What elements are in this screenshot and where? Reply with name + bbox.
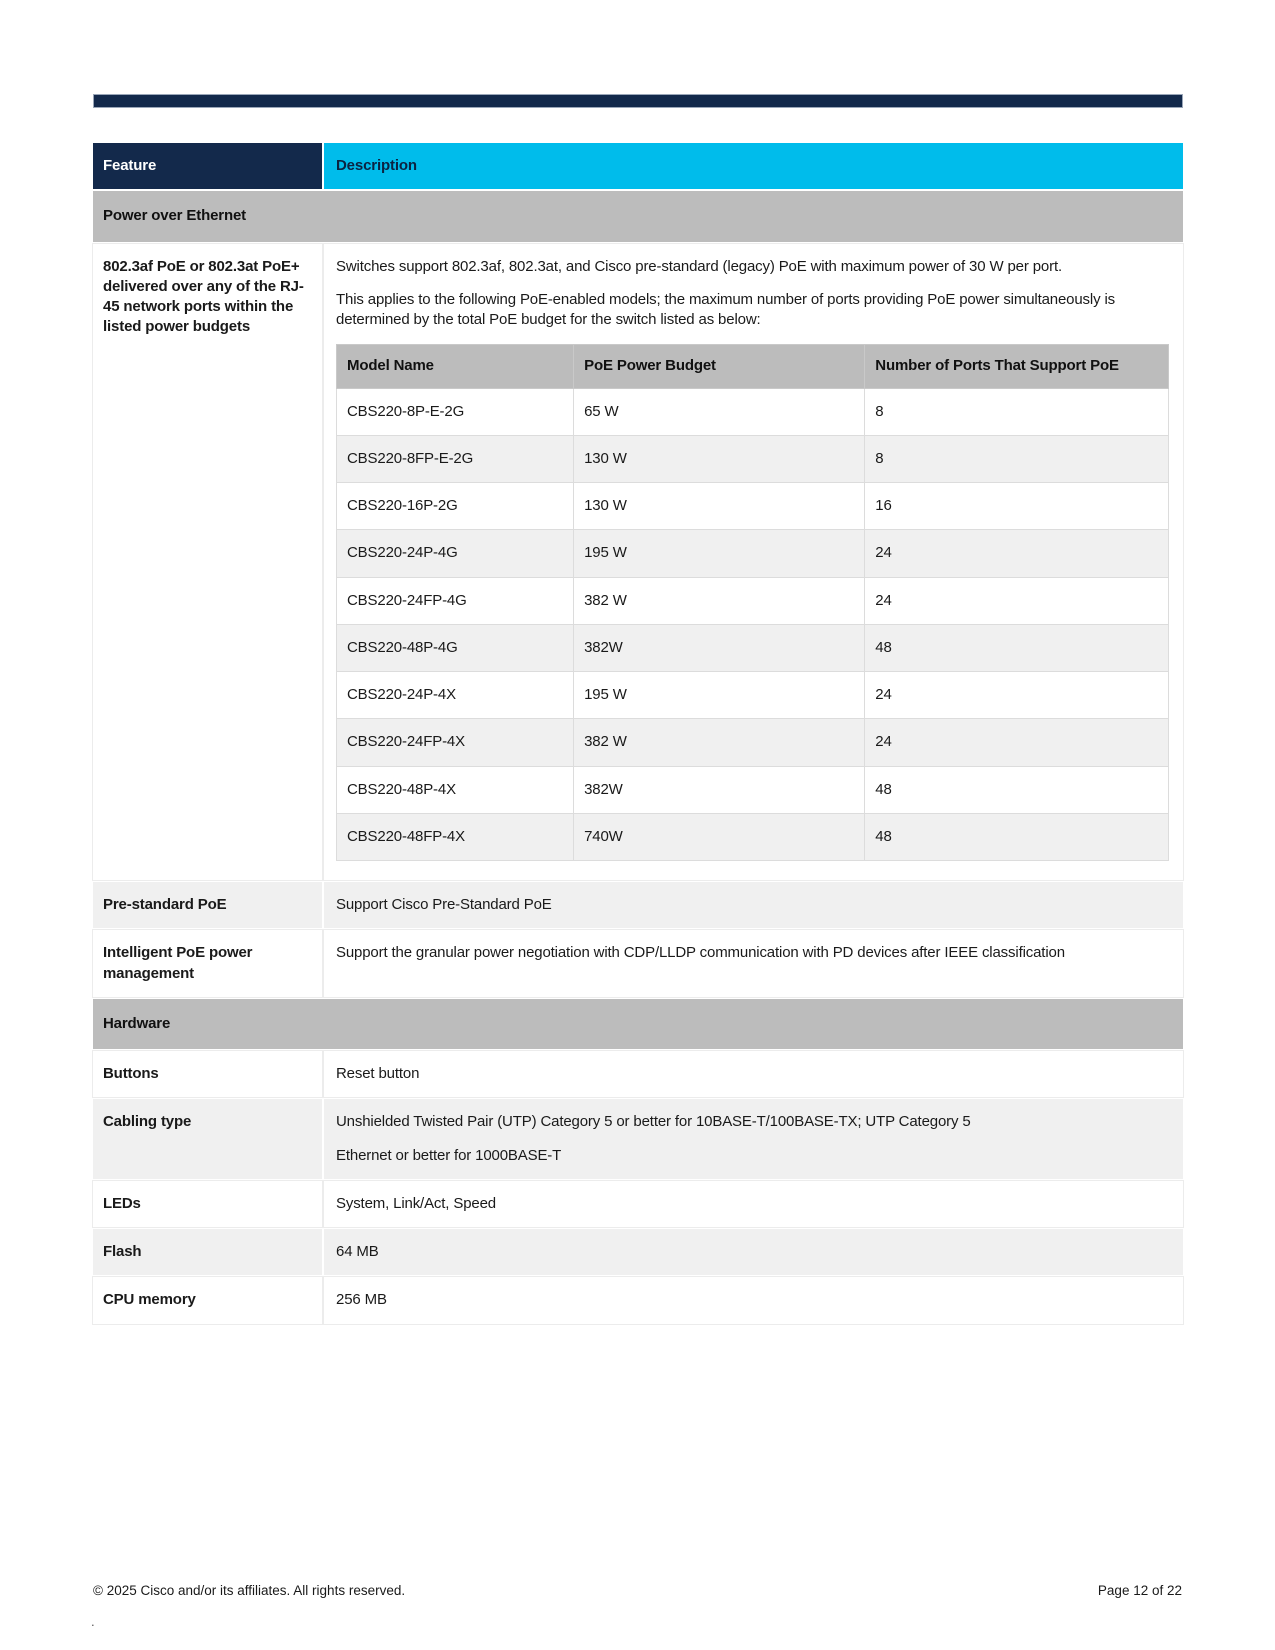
budget-cell: 382 W xyxy=(574,719,865,766)
ports-cell: 24 xyxy=(865,672,1169,719)
cabling-paragraph-1: Unshielded Twisted Pair (UTP) Category 5 or better for 10BASE-T/100BASE-TX; UTP Category 5 xyxy=(336,1113,971,1131)
table-row xyxy=(337,719,1169,766)
budget-cell: 195 W xyxy=(574,672,865,719)
budget-cell: 65 W xyxy=(574,388,865,435)
description-cell-cabling-type xyxy=(324,1099,1183,1179)
table-row xyxy=(337,813,1169,860)
model-name-cell: CBS220-24FP-4X xyxy=(337,719,574,766)
table-row xyxy=(337,435,1169,482)
poe-table-header-model: Model Name xyxy=(337,345,574,388)
ports-cell: 24 xyxy=(865,719,1169,766)
poe-table-header-ports: Number of Ports That Support PoE xyxy=(865,345,1169,388)
budget-cell: 740W xyxy=(574,813,865,860)
feature-cell-flash: Flash xyxy=(93,1229,322,1275)
feature-cell-cabling-type: Cabling type xyxy=(93,1099,322,1179)
ports-cell: 48 xyxy=(865,813,1169,860)
model-name-cell: CBS220-8P-E-2G xyxy=(337,388,574,435)
page-footer xyxy=(93,1583,1182,1598)
description-cell-intelligent-poe: Support the granular power negotiation with CDP/LLDP communication with PD devices after IEEE classification xyxy=(324,930,1183,997)
copyright-text: © 2025 Cisco and/or its affiliates. All rights reserved. xyxy=(93,1583,406,1598)
ports-cell: 48 xyxy=(865,624,1169,671)
description-cell-leds: System, Link/Act, Speed xyxy=(324,1181,1183,1227)
model-name-cell: CBS220-48P-4G xyxy=(337,624,574,671)
description-cell-pre-standard-poe: Support Cisco Pre-Standard PoE xyxy=(324,882,1183,928)
poe-table-header-row xyxy=(337,345,1169,388)
page-number: Page 12 of 22 xyxy=(1097,1583,1182,1598)
ports-cell: 8 xyxy=(865,388,1169,435)
ports-cell: 24 xyxy=(865,577,1169,624)
budget-cell: 195 W xyxy=(574,530,865,577)
ports-cell: 16 xyxy=(865,483,1169,530)
budget-cell: 382W xyxy=(574,624,865,671)
table-row xyxy=(337,483,1169,530)
poe-paragraph-2: This applies to the following PoE-enabled models; the maximum number of ports providing PoE power simultaneously is determined by the total PoE budget for the switch listed as below: xyxy=(336,290,1115,328)
feature-cell-intelligent-poe: Intelligent PoE power management xyxy=(93,930,322,997)
model-name-cell: CBS220-48P-4X xyxy=(337,766,574,813)
table-row xyxy=(337,766,1169,813)
section-header-power-over-ethernet: Power over Ethernet xyxy=(93,191,1183,241)
description-cell-buttons: Reset button xyxy=(324,1051,1183,1097)
ports-cell: 24 xyxy=(865,530,1169,577)
budget-cell: 382 W xyxy=(574,577,865,624)
model-name-cell: CBS220-16P-2G xyxy=(337,483,574,530)
model-name-cell: CBS220-8FP-E-2G xyxy=(337,435,574,482)
model-name-cell: CBS220-24P-4G xyxy=(337,530,574,577)
description-cell-poe-delivery xyxy=(324,244,1183,881)
stray-dot: . xyxy=(91,1614,95,1629)
model-name-cell: CBS220-24P-4X xyxy=(337,672,574,719)
feature-cell-leds: LEDs xyxy=(93,1181,322,1227)
table-row xyxy=(337,388,1169,435)
table-row xyxy=(337,624,1169,671)
description-cell-cpu-memory: 256 MB xyxy=(324,1277,1183,1323)
feature-cell-buttons: Buttons xyxy=(93,1051,322,1097)
table-row xyxy=(337,672,1169,719)
model-name-cell: CBS220-48FP-4X xyxy=(337,813,574,860)
poe-budget-table xyxy=(336,344,1169,861)
feature-cell-poe-delivery: 802.3af PoE or 802.3at PoE+ delivered over any of the RJ-45 network ports within the listed power budgets xyxy=(93,244,322,881)
table-row xyxy=(337,530,1169,577)
description-cell-flash: 64 MB xyxy=(324,1229,1183,1275)
feature-cell-cpu-memory: CPU memory xyxy=(93,1277,322,1323)
cabling-paragraph-2: Ethernet or better for 1000BASE-T xyxy=(336,1146,562,1164)
feature-cell-pre-standard-poe: Pre-standard PoE xyxy=(93,882,322,928)
budget-cell: 130 W xyxy=(574,483,865,530)
model-name-cell: CBS220-24FP-4G xyxy=(337,577,574,624)
budget-cell: 382W xyxy=(574,766,865,813)
ports-cell: 8 xyxy=(865,435,1169,482)
page-top-rule xyxy=(93,94,1183,108)
description-column-header: Description xyxy=(324,143,1183,189)
ports-cell: 48 xyxy=(865,766,1169,813)
poe-paragraph-1: Switches support 802.3af, 802.3at, and Cisco pre-standard (legacy) PoE with maximum power of 30 W per port. xyxy=(336,257,1062,275)
section-header-hardware: Hardware xyxy=(93,999,1183,1049)
poe-table-header-budget: PoE Power Budget xyxy=(574,345,865,388)
feature-description-table xyxy=(93,143,1183,1324)
table-row xyxy=(337,577,1169,624)
feature-column-header: Feature xyxy=(93,143,322,189)
budget-cell: 130 W xyxy=(574,435,865,482)
